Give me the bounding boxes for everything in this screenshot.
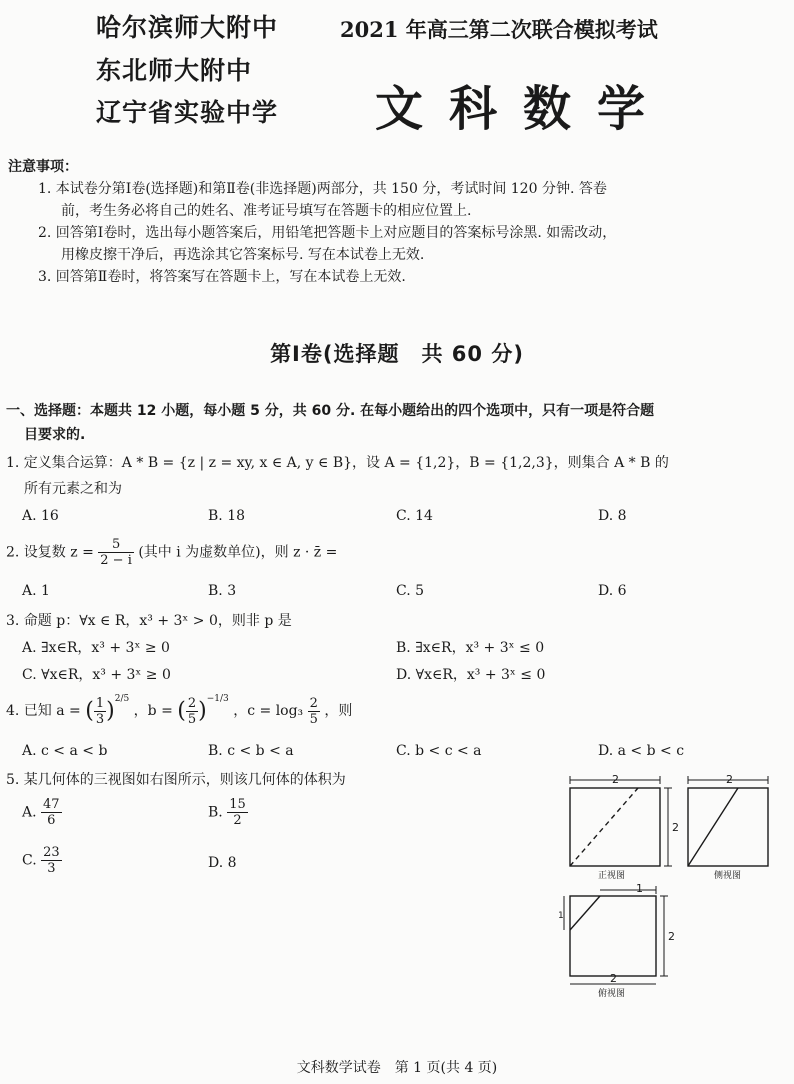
question-5-option-c xyxy=(22,845,62,876)
question-4-b-fraction xyxy=(186,696,198,727)
top-view-top-label: 1 xyxy=(636,882,643,895)
note-2-line-2: 用橡皮擦干净后，再选涂其它答案标号. 写在本试卷上无效. xyxy=(61,247,425,263)
question-2-fraction-den: 2 − i xyxy=(100,553,132,568)
question-5-option-a-num: 47 xyxy=(43,797,60,812)
question-4-c-den: 5 xyxy=(309,711,318,727)
side-view-rect xyxy=(688,788,768,866)
question-4-a-den: 3 xyxy=(95,711,105,727)
question-5-option-d xyxy=(208,855,237,871)
school-name-1: 哈尔滨师大附中 xyxy=(96,13,279,42)
question-4-option-a: A. c < a < b xyxy=(22,743,108,759)
question-5-option-b xyxy=(208,797,248,828)
question-4-c-num: 2 xyxy=(309,695,318,711)
question-5-option-a-den: 6 xyxy=(47,813,56,828)
question-1-option-c: C. 14 xyxy=(396,508,433,524)
question-5-option-b-fraction xyxy=(227,797,248,828)
question-3-stem: 3. 命题 p：∀x ∈ R，x³ + 3ˣ > 0，则非 p 是 xyxy=(6,613,292,629)
top-view-left-label: 1 xyxy=(558,911,564,921)
side-view-edge xyxy=(688,788,738,866)
question-5-option-c-fraction xyxy=(41,845,62,876)
note-3-line-1: 3. 回答第Ⅱ卷时，将答案写在答题卡上，写在本试卷上无效. xyxy=(38,269,406,285)
question-5-option-c-den: 3 xyxy=(47,861,56,876)
front-view-height-label: 2 xyxy=(672,821,679,834)
top-view-caption: 俯视图 xyxy=(598,989,626,999)
question-3-option-d: D. ∀x∈R，x³ + 3ˣ ≤ 0 xyxy=(396,667,546,683)
question-5-option-b-label: B. xyxy=(208,804,223,821)
question-4-option-b: B. c < b < a xyxy=(208,743,294,759)
question-2-option-c: C. 5 xyxy=(396,583,425,599)
side-view-caption: 侧视图 xyxy=(714,871,742,881)
note-1-line-1: 1. 本试卷分第Ⅰ卷(选择题)和第Ⅱ卷(非选择题)两部分，共 150 分，考试时间 120 分钟. 答卷 xyxy=(38,181,607,197)
question-5-stem: 5. 某几何体的三视图如右图所示，则该几何体的体积为 xyxy=(6,772,346,788)
exam-title: 2021 年高三第二次联合模拟考试 xyxy=(340,17,658,42)
note-2-line-1: 2. 回答第Ⅰ卷时，选出每小题答案后，用铅笔把答题卡上对应题目的答案标号涂黑. 如需改动， xyxy=(38,225,617,241)
question-4-b-den: 5 xyxy=(187,711,197,727)
question-5-option-d-value: 8 xyxy=(227,855,237,871)
question-2-suffix: (其中 i 为虚数单位)，则 z · z̄ = xyxy=(138,544,338,561)
question-4-option-c: C. b < c < a xyxy=(396,743,482,759)
question-4-a-fraction xyxy=(94,696,106,727)
question-5-option-c-label: C. xyxy=(22,852,37,869)
question-1-option-a: A. 16 xyxy=(22,508,59,524)
top-view-edge xyxy=(570,896,600,930)
question-1-stem: 1. 定义集合运算：A * B = {z | z = xy, x ∈ A, y ∈ B}，设 A = {1,2}，B = {1,2,3}，则集合 A * B 的 xyxy=(6,455,669,471)
top-view-width-label: 2 xyxy=(610,972,617,985)
question-4-b-num: 2 xyxy=(187,695,197,711)
question-2-fraction-num: 5 xyxy=(98,537,134,553)
question-4-prefix: 4. 已知 a = xyxy=(6,703,81,719)
question-4-a-exponent: 2/5 xyxy=(114,694,130,704)
section-heading-line-1: 一、选择题：本题共 12 小题，每小题 5 分，共 60 分. 在每小题给出的四个选项中，只有一项是符合题 xyxy=(6,403,655,419)
question-2-fraction xyxy=(98,537,134,568)
question-3-option-c: C. ∀x∈R，x³ + 3ˣ ≥ 0 xyxy=(22,667,171,683)
question-3-option-b: B. ∃x∈R，x³ + 3ˣ ≤ 0 xyxy=(396,640,545,656)
question-2-option-b: B. 3 xyxy=(208,583,237,599)
section-heading-line-2: 目要求的. xyxy=(24,427,86,443)
question-5-option-c-num: 23 xyxy=(43,845,60,860)
school-name-3: 辽宁省实验中学 xyxy=(96,98,279,127)
question-1-option-b: B. 18 xyxy=(208,508,246,524)
question-5-option-b-num: 15 xyxy=(229,797,246,812)
page-footer: 文科数学试卷 第 1 页(共 4 页) xyxy=(296,1060,498,1076)
question-4-suffix: ，则 xyxy=(324,703,353,719)
front-view-rect xyxy=(570,788,660,866)
front-view-dashed-edge xyxy=(570,788,638,866)
question-3-option-a: A. ∃x∈R，x³ + 3ˣ ≥ 0 xyxy=(22,640,170,656)
question-2-stem xyxy=(6,537,337,568)
notes-title: 注意事项： xyxy=(8,159,78,175)
question-2-prefix: 2. 设复数 z = xyxy=(6,544,94,561)
question-4-b-exponent: −1/3 xyxy=(206,694,229,704)
three-view-figure xyxy=(548,768,788,1008)
question-2-option-d: D. 6 xyxy=(598,583,627,599)
question-1-option-d: D. 8 xyxy=(598,508,627,524)
top-view-rect xyxy=(570,896,656,976)
top-view-height-label: 2 xyxy=(668,930,675,943)
subject-title: 文科数学 xyxy=(375,81,672,137)
school-name-2: 东北师大附中 xyxy=(96,56,253,85)
side-view-width-label: 2 xyxy=(726,773,733,786)
note-1-line-2: 前，考生务必将自己的姓名、准考证号填写在答题卡的相应位置上. xyxy=(61,203,472,219)
question-4-c-fraction xyxy=(308,696,320,727)
part-title: 第Ⅰ卷(选择题 共 60 分) xyxy=(270,342,524,366)
question-5-option-a-fraction xyxy=(41,797,62,828)
question-4-mid2: ，c = log₃ xyxy=(233,703,304,719)
question-4-option-d: D. a < b < c xyxy=(598,743,685,759)
question-5-option-a-label: A. xyxy=(22,804,37,821)
question-5-option-d-label: D. xyxy=(208,855,224,871)
question-4-stem: 4. 已知 a = ( $\frac{1}{3}$ )$^{2/5}$ ，b = ( $\frac{2}{5}$ )$^{-1/3}$ ，c = log₃ $\frac{2}{5}$ ，则 xyxy=(6,694,353,727)
question-4-a-num: 1 xyxy=(95,695,105,711)
question-2-option-a: A. 1 xyxy=(22,583,50,599)
question-5-option-a xyxy=(22,797,62,828)
front-view-caption: 正视图 xyxy=(598,871,626,881)
question-1-stem-cont: 所有元素之和为 xyxy=(24,481,122,497)
question-4-mid: ，b = xyxy=(133,703,173,719)
question-5-option-b-den: 2 xyxy=(233,813,242,828)
front-view-width-label: 2 xyxy=(612,773,619,786)
